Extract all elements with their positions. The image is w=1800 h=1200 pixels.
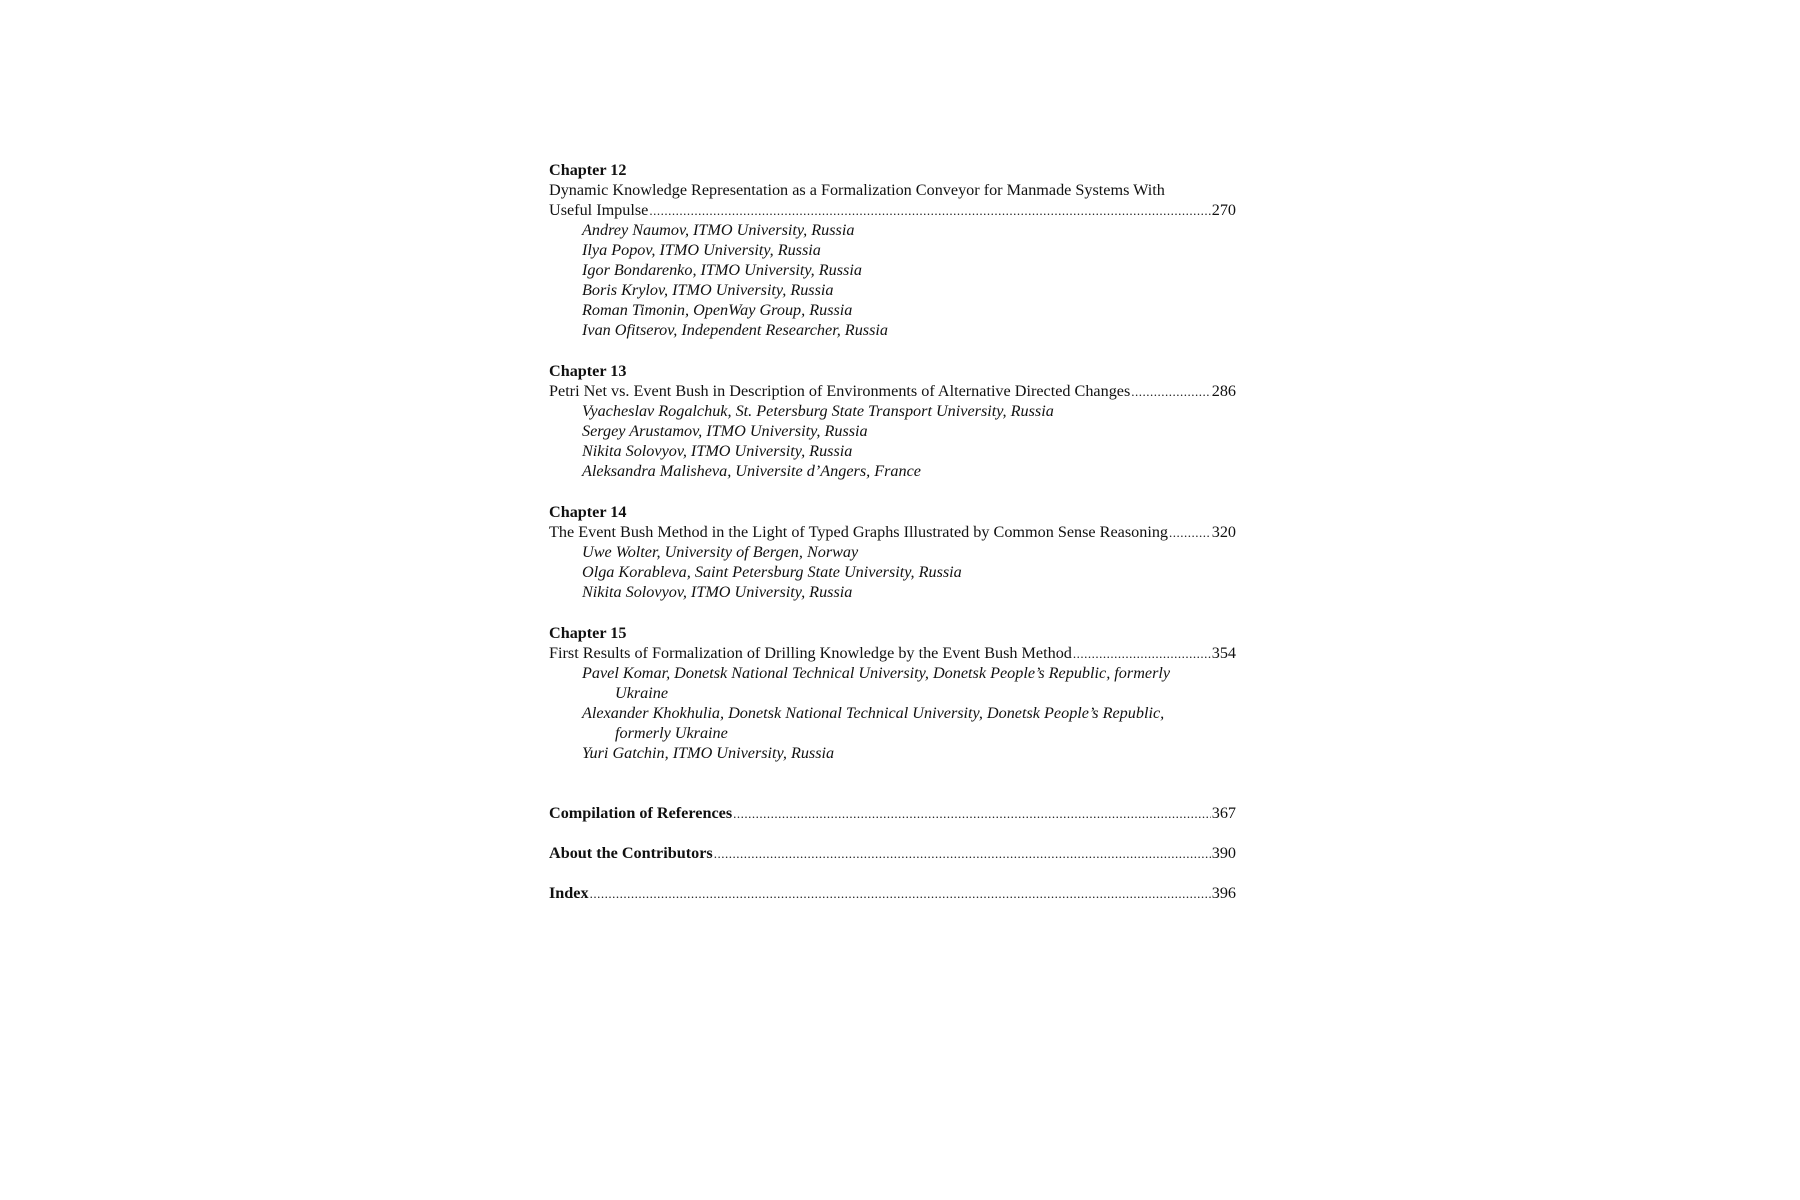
dot-leader — [649, 201, 1210, 221]
table-of-contents — [549, 160, 1236, 923]
dot-leader — [1169, 523, 1211, 543]
chapter-title-line — [549, 643, 1236, 663]
chapter-title-end: Useful Impulse — [549, 201, 649, 219]
dot-leader — [714, 844, 1211, 864]
chapter-label: Chapter 15 — [549, 624, 627, 642]
chapter-label: Chapter 12 — [549, 161, 627, 179]
chapter-title: Petri Net vs. Event Bush in Description of Environments of Alternative Directed Changes — [549, 382, 1131, 400]
author: Roman Timonin, OpenWay Group, Russia — [582, 301, 853, 319]
author-list — [549, 220, 1236, 340]
author-list — [549, 663, 1236, 763]
dot-leader — [733, 804, 1211, 824]
dot-leader — [1131, 382, 1210, 402]
author: Uwe Wolter, University of Bergen, Norway — [582, 543, 859, 561]
dot-leader — [590, 884, 1211, 904]
backmatter-index — [549, 883, 1236, 903]
page-number: 286 — [1211, 382, 1236, 400]
page-number: 367 — [1211, 804, 1236, 822]
chapter-label: Chapter 14 — [549, 503, 627, 521]
page-number: 354 — [1211, 644, 1236, 662]
author: Nikita Solovyov, ITMO University, Russia — [582, 583, 853, 601]
dot-leader — [1073, 644, 1211, 664]
author: Pavel Komar, Donetsk National Technical University, Donetsk People’s Republic, formerly Ukraine — [582, 664, 1171, 702]
chapter-13-entry — [549, 361, 1236, 481]
author: Aleksandra Malisheva, Universite d’Angers, France — [582, 462, 921, 480]
backmatter-contributors — [549, 843, 1236, 863]
chapter-12-entry — [549, 160, 1236, 340]
chapter-title-continued — [549, 200, 1236, 220]
backmatter — [549, 803, 1236, 903]
chapter-14-entry — [549, 502, 1236, 602]
backmatter-label: Index — [549, 884, 589, 902]
chapter-title: The Event Bush Method in the Light of Typed Graphs Illustrated by Common Sense Reasoning — [549, 523, 1169, 541]
author: Igor Bondarenko, ITMO University, Russia — [582, 261, 862, 279]
backmatter-references — [549, 803, 1236, 823]
page-number: 270 — [1211, 201, 1236, 219]
author: Boris Krylov, ITMO University, Russia — [582, 281, 834, 299]
author: Yuri Gatchin, ITMO University, Russia — [582, 744, 835, 762]
chapter-title: Dynamic Knowledge Representation as a Formalization Conveyor for Manmade Systems With — [549, 181, 1165, 199]
author: Olga Korableva, Saint Petersburg State University, Russia — [582, 563, 962, 581]
author: Vyacheslav Rogalchuk, St. Petersburg State Transport University, Russia — [582, 402, 1054, 420]
chapter-label: Chapter 13 — [549, 362, 627, 380]
chapter-title-line — [549, 381, 1236, 401]
page-number: 390 — [1211, 844, 1236, 862]
author-list — [549, 542, 1236, 602]
author: Ivan Ofitserov, Independent Researcher, Russia — [582, 321, 888, 339]
author: Alexander Khokhulia, Donetsk National Technical University, Donetsk People’s Republic, formerly Ukraine — [582, 704, 1165, 742]
author: Ilya Popov, ITMO University, Russia — [582, 241, 821, 259]
chapter-title-line — [549, 522, 1236, 542]
chapter-15-entry — [549, 623, 1236, 763]
backmatter-label: Compilation of References — [549, 804, 733, 822]
backmatter-label: About the Contributors — [549, 844, 713, 862]
author: Nikita Solovyov, ITMO University, Russia — [582, 442, 853, 460]
chapter-title: First Results of Formalization of Drilling Knowledge by the Event Bush Method — [549, 644, 1072, 662]
page-number: 320 — [1211, 523, 1236, 541]
author-list — [549, 401, 1236, 481]
page-number: 396 — [1211, 884, 1236, 902]
author: Sergey Arustamov, ITMO University, Russia — [582, 422, 868, 440]
author: Andrey Naumov, ITMO University, Russia — [582, 221, 855, 239]
